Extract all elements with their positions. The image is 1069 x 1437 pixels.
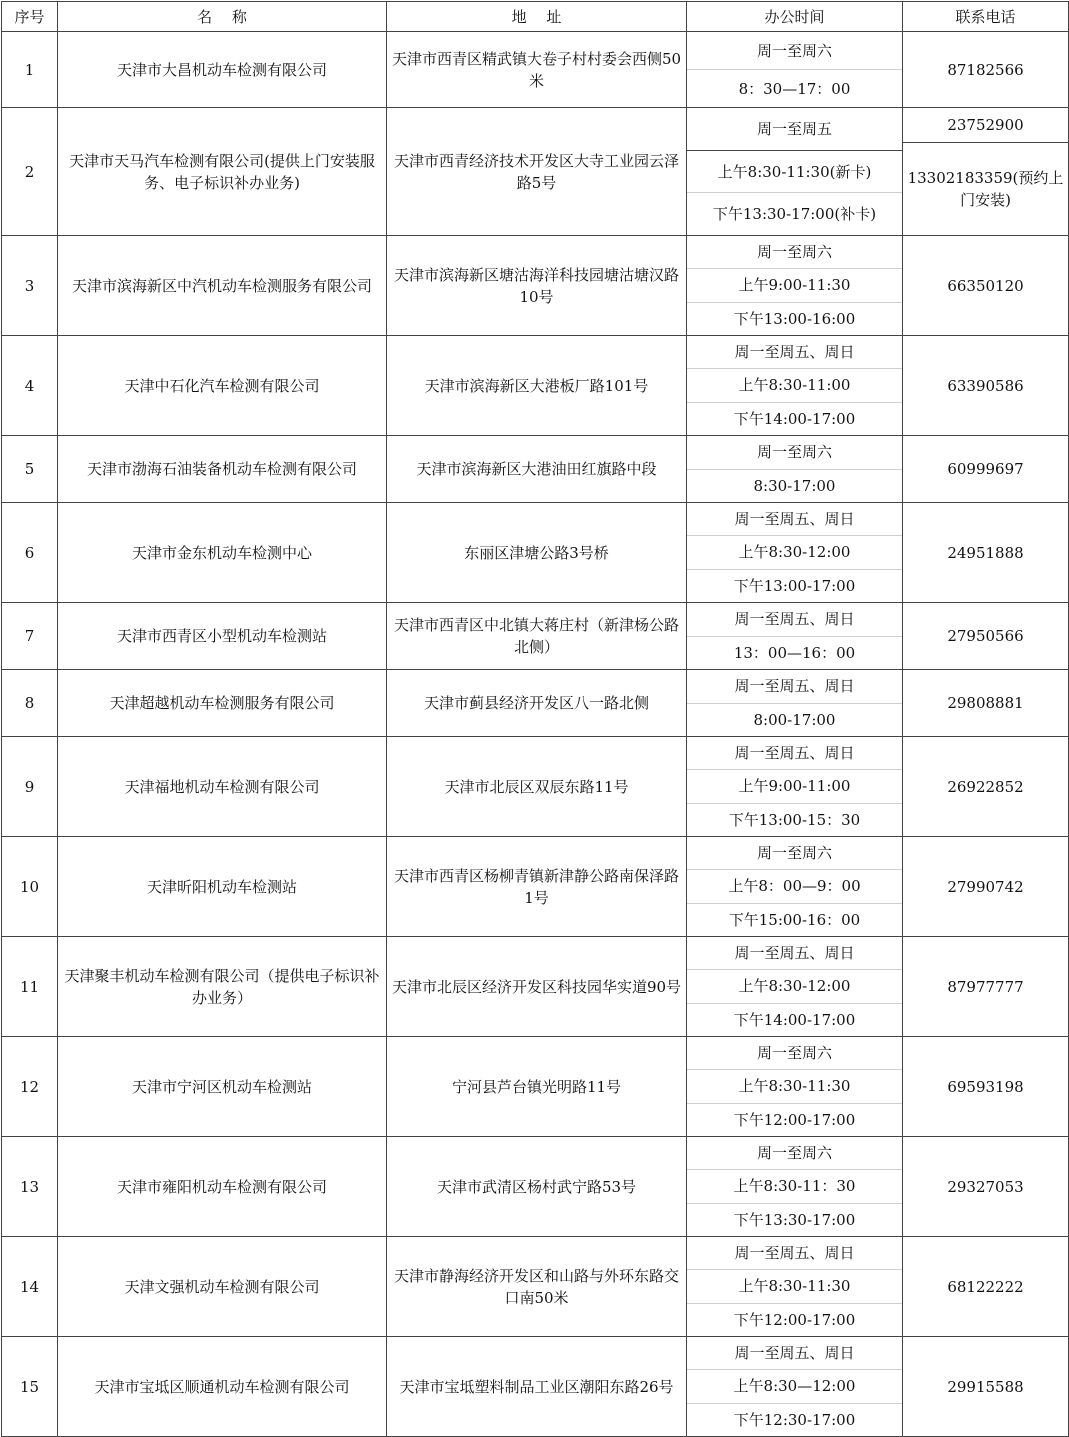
hours-line: 上午8：00—9：00 bbox=[687, 869, 902, 902]
hours-line: 下午13:00-15：30 bbox=[687, 803, 902, 836]
hours-line: 上午8:30-11:00 bbox=[687, 368, 902, 401]
station-name: 天津文强机动车检测有限公司 bbox=[58, 1237, 387, 1337]
contact-phone: 27990742 bbox=[903, 837, 1069, 937]
table-row bbox=[2, 603, 1069, 670]
station-name: 天津昕阳机动车检测站 bbox=[58, 837, 387, 937]
office-hours bbox=[687, 32, 903, 108]
contact-phone: 24951888 bbox=[903, 503, 1069, 603]
station-name: 天津市宝坻区顺通机动车检测有限公司 bbox=[58, 1337, 387, 1437]
office-hours bbox=[687, 336, 903, 436]
station-address: 天津市西青区精武镇大卷子村村委会西侧50米 bbox=[387, 32, 687, 108]
hours-line: 下午13:30-17:00(补卡) bbox=[687, 192, 902, 235]
table-row bbox=[2, 436, 1069, 503]
contact-phone: 29327053 bbox=[903, 1137, 1069, 1237]
contact-phone: 23752900 bbox=[903, 108, 1068, 143]
row-number: 14 bbox=[2, 1237, 58, 1337]
table-row bbox=[2, 670, 1069, 737]
header-no: 序号 bbox=[2, 2, 58, 32]
office-hours bbox=[687, 236, 903, 336]
hours-line: 上午8:30-11:30 bbox=[687, 1269, 902, 1302]
contact-phone: 68122222 bbox=[903, 1237, 1069, 1337]
hours-line: 周一至周五、周日 bbox=[734, 744, 855, 763]
hours-line: 上午8:30-12:00 bbox=[687, 535, 902, 568]
table-row bbox=[2, 1137, 1069, 1237]
row-number: 9 bbox=[2, 737, 58, 837]
hours-line: 8:30-17:00 bbox=[687, 469, 902, 503]
table-row bbox=[2, 236, 1069, 336]
hours-line: 下午13:00-16:00 bbox=[687, 302, 902, 335]
station-name: 天津市雍阳机动车检测有限公司 bbox=[58, 1137, 387, 1237]
hours-line: 周一至周五、周日 bbox=[734, 944, 855, 963]
station-name: 天津聚丰机动车检测有限公司（提供电子标识补办业务） bbox=[58, 937, 387, 1037]
station-name: 天津市滨海新区中汽机动车检测服务有限公司 bbox=[58, 236, 387, 336]
hours-line: 下午12:00-17:00 bbox=[687, 1103, 902, 1136]
contact-phone: 69593198 bbox=[903, 1037, 1069, 1137]
hours-line: 下午14:00-17:00 bbox=[687, 1003, 902, 1036]
row-number: 12 bbox=[2, 1037, 58, 1137]
table-row bbox=[2, 1237, 1069, 1337]
hours-line: 13：00—16：00 bbox=[687, 636, 902, 670]
office-hours bbox=[687, 837, 903, 937]
office-hours bbox=[687, 503, 903, 603]
hours-line: 周一至周六 bbox=[756, 1144, 832, 1163]
hours-line: 下午15:00-16：00 bbox=[687, 903, 902, 936]
station-name: 天津中石化汽车检测有限公司 bbox=[58, 336, 387, 436]
station-address: 天津市滨海新区大港油田红旗路中段 bbox=[387, 436, 687, 503]
station-name: 天津市金东机动车检测中心 bbox=[58, 503, 387, 603]
station-address: 天津市西青区杨柳青镇新津静公路南保泽路1号 bbox=[387, 837, 687, 937]
office-hours bbox=[687, 1237, 903, 1337]
office-hours bbox=[687, 737, 903, 837]
header-row bbox=[2, 2, 1069, 32]
hours-line: 上午8:30-11:30(新卡) bbox=[687, 150, 902, 193]
station-name: 天津超越机动车检测服务有限公司 bbox=[58, 670, 387, 737]
hours-line: 上午8:30-12:00 bbox=[687, 969, 902, 1002]
contact-phone: 87977777 bbox=[903, 937, 1069, 1037]
office-hours bbox=[687, 108, 903, 236]
contact-phone-secondary: 13302183359(预约上门安装) bbox=[907, 169, 1064, 209]
contact-phone: 63390586 bbox=[903, 336, 1069, 436]
hours-line: 下午14:00-17:00 bbox=[687, 402, 902, 435]
contact-phone: 29915588 bbox=[903, 1337, 1069, 1437]
row-number: 7 bbox=[2, 603, 58, 670]
station-address: 天津市滨海新区大港板厂路101号 bbox=[387, 336, 687, 436]
station-address: 东丽区津塘公路3号桥 bbox=[387, 503, 687, 603]
hours-line: 上午9:00-11:00 bbox=[687, 769, 902, 802]
station-name: 天津市大昌机动车检测有限公司 bbox=[58, 32, 387, 108]
station-address: 天津市北辰区双辰东路11号 bbox=[387, 737, 687, 837]
station-name: 天津市宁河区机动车检测站 bbox=[58, 1037, 387, 1137]
office-hours bbox=[687, 603, 903, 670]
station-address: 天津市西青经济技术开发区大寺工业园云泽路5号 bbox=[387, 108, 687, 236]
table-row bbox=[2, 32, 1069, 108]
contact-phone: 26922852 bbox=[903, 737, 1069, 837]
hours-line: 周一至周五、周日 bbox=[734, 1344, 855, 1363]
station-name: 天津市渤海石油装备机动车检测有限公司 bbox=[58, 436, 387, 503]
table-row bbox=[2, 108, 1069, 236]
table-row bbox=[2, 837, 1069, 937]
row-number: 11 bbox=[2, 937, 58, 1037]
contact-phone: 60999697 bbox=[903, 436, 1069, 503]
station-address: 宁河县芦台镇光明路11号 bbox=[387, 1037, 687, 1137]
table-row bbox=[2, 503, 1069, 603]
row-number: 1 bbox=[2, 32, 58, 108]
hours-line: 下午13:30-17:00 bbox=[687, 1203, 902, 1236]
office-hours bbox=[687, 1037, 903, 1137]
contact-phone: 87182566 bbox=[903, 32, 1069, 108]
header-address: 地 址 bbox=[387, 2, 687, 32]
contact-phone: 27950566 bbox=[903, 603, 1069, 670]
station-name: 天津市西青区小型机动车检测站 bbox=[58, 603, 387, 670]
hours-line: 周一至周六 bbox=[756, 1044, 832, 1063]
row-number: 8 bbox=[2, 670, 58, 737]
station-address: 天津市武清区杨村武宁路53号 bbox=[387, 1137, 687, 1237]
row-number: 2 bbox=[2, 108, 58, 236]
row-number: 4 bbox=[2, 336, 58, 436]
row-number: 13 bbox=[2, 1137, 58, 1237]
hours-line: 周一至周五、周日 bbox=[734, 343, 855, 362]
hours-line: 周一至周六 bbox=[756, 844, 832, 863]
station-address: 天津市宝坻塑料制品工业区潮阳东路26号 bbox=[387, 1337, 687, 1437]
hours-line: 周一至周五、周日 bbox=[734, 610, 855, 629]
table-row bbox=[2, 737, 1069, 837]
row-number: 6 bbox=[2, 503, 58, 603]
hours-line: 8:00-17:00 bbox=[687, 703, 902, 737]
office-hours bbox=[687, 937, 903, 1037]
hours-line: 下午12:00-17:00 bbox=[687, 1303, 902, 1336]
office-hours bbox=[687, 670, 903, 737]
row-number: 3 bbox=[2, 236, 58, 336]
hours-line: 周一至周六 bbox=[756, 243, 832, 262]
row-number: 5 bbox=[2, 436, 58, 503]
contact-phone: 29808881 bbox=[903, 670, 1069, 737]
row-number: 10 bbox=[2, 837, 58, 937]
contact-phone: 66350120 bbox=[903, 236, 1069, 336]
header-hours: 办公时间 bbox=[687, 2, 903, 32]
office-hours bbox=[687, 1137, 903, 1237]
station-address: 天津市静海经济开发区和山路与外环东路交口南50米 bbox=[387, 1237, 687, 1337]
hours-line: 8：30—17：00 bbox=[687, 69, 902, 107]
hours-line: 周一至周六 bbox=[756, 41, 832, 60]
table-row bbox=[2, 1037, 1069, 1137]
hours-line: 上午9:00-11:30 bbox=[687, 268, 902, 301]
office-hours bbox=[687, 436, 903, 503]
station-address: 天津市北辰区经济开发区科技园华实道90号 bbox=[387, 937, 687, 1037]
header-phone: 联系电话 bbox=[903, 2, 1069, 32]
hours-line: 下午13:00-17:00 bbox=[687, 569, 902, 602]
table-row bbox=[2, 937, 1069, 1037]
hours-line: 周一至周五 bbox=[756, 119, 832, 138]
station-address: 天津市滨海新区塘沽海洋科技园塘沽塘汉路10号 bbox=[387, 236, 687, 336]
header-name: 名 称 bbox=[58, 2, 387, 32]
hours-line: 下午12:30-17:00 bbox=[687, 1403, 902, 1436]
hours-line: 周一至周五、周日 bbox=[734, 510, 855, 529]
station-address: 天津市蓟县经济开发区八一路北侧 bbox=[387, 670, 687, 737]
inspection-stations-table bbox=[1, 1, 1069, 1437]
hours-line: 上午8:30-11：30 bbox=[687, 1169, 902, 1202]
table-row bbox=[2, 336, 1069, 436]
row-number: 15 bbox=[2, 1337, 58, 1437]
office-hours bbox=[687, 1337, 903, 1437]
contact-phone-cell bbox=[903, 108, 1069, 236]
hours-line: 上午8:30—12:00 bbox=[687, 1369, 902, 1402]
hours-line: 周一至周五、周日 bbox=[734, 1244, 855, 1263]
station-name: 天津市天马汽车检测有限公司(提供上门安装服务、电子标识补办业务) bbox=[58, 108, 387, 236]
hours-line: 周一至周六 bbox=[756, 443, 832, 462]
hours-line: 周一至周五、周日 bbox=[734, 677, 855, 696]
station-name: 天津福地机动车检测有限公司 bbox=[58, 737, 387, 837]
hours-line: 上午8:30-11:30 bbox=[687, 1069, 902, 1102]
table-row bbox=[2, 1337, 1069, 1437]
station-address: 天津市西青区中北镇大蒋庄村（新津杨公路北侧） bbox=[387, 603, 687, 670]
